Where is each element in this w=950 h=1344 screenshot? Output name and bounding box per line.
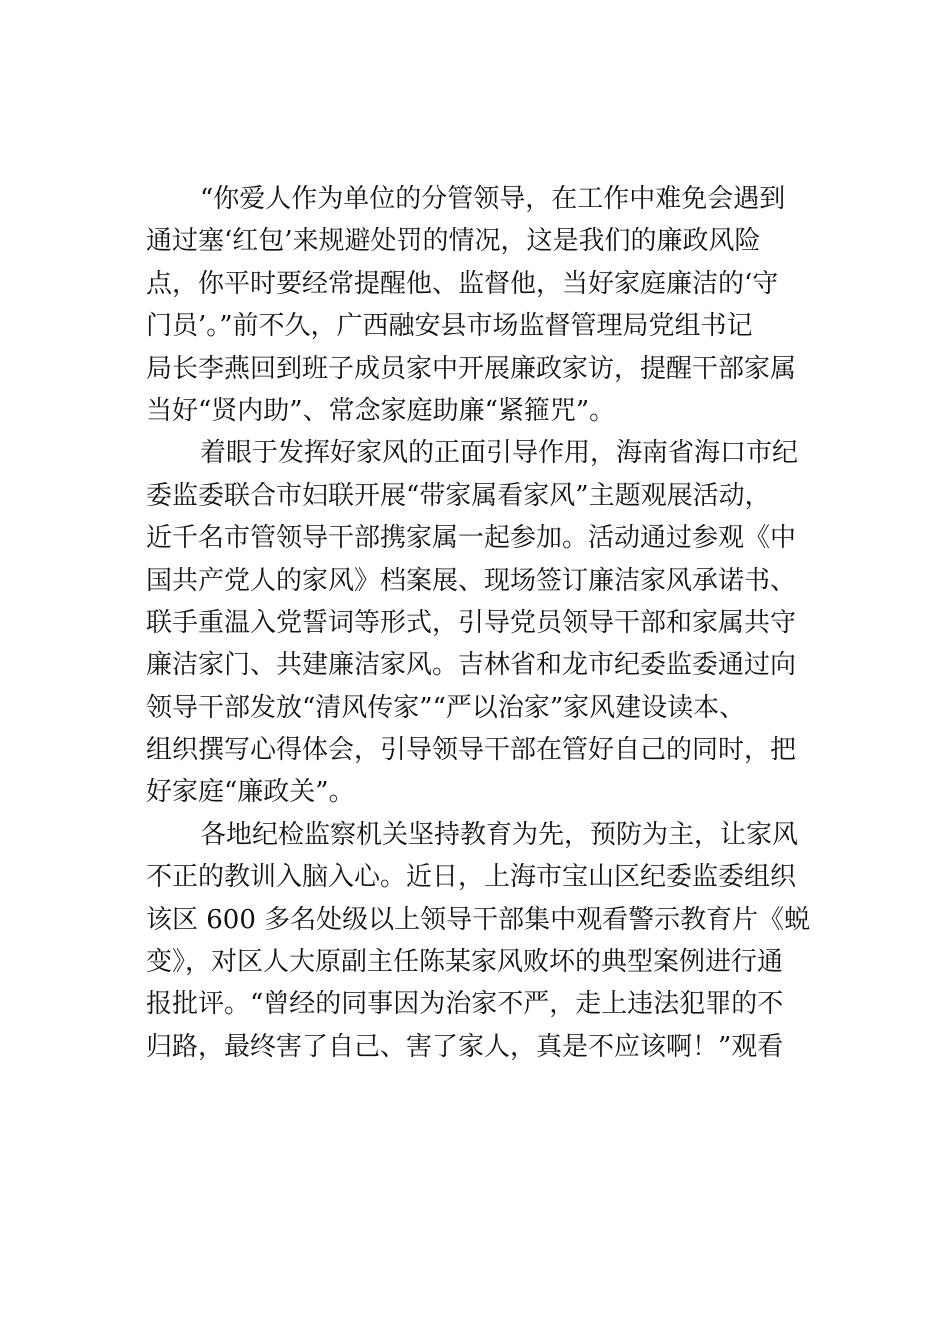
text-line: 领导干部发放“清风传家”“严以治家”家风建设读本、 [146, 692, 746, 723]
text-line: 局长李燕回到班子成员家中开展廉政家访，提醒干部家属 [146, 353, 797, 384]
text-line: 不正的教训入脑入心。近日，上海市宝山区纪委监委组织 [146, 862, 797, 893]
text-line: 委监委联合市妇联开展“带家属看家风”主题观展活动， [146, 480, 771, 511]
paragraph-3 [146, 814, 811, 1068]
text-line: 当好“贤内助”、常念家庭助廉“紧箍咒”。 [146, 395, 616, 426]
text-line: 好家庭“廉政关”。 [146, 777, 355, 808]
text-line: 变》，对区人大原副主任陈某家风败坏的典型案例进行通 [146, 947, 784, 978]
text-line: 联手重温入党誓词等形式，引导党员领导干部和家属共守 [146, 607, 797, 638]
text-line: 国共产党人的家风》档案展、现场签订廉洁家风承诺书、 [146, 565, 797, 596]
text-line: 廉洁家门、共建廉洁家风。吉林省和龙市纪委监委通过向 [146, 650, 797, 681]
text-line: 报批评。“曾经的同事因为治家不严，走上违法犯罪的不 [146, 989, 784, 1020]
text-line: 门员’。”前不久，广西融安县市场监督管理局党组书记 [146, 311, 753, 342]
text-line: 各地纪检监察机关坚持教育为先，预防为主，让家风 [200, 819, 799, 850]
text-line: 通过塞‘红包’来规避处罚的情况，这是我们的廉政风险 [146, 226, 761, 257]
text-line: 着眼于发挥好家风的正面引导作用，海南省海口市纪 [200, 438, 799, 469]
text-line: “你爱人作为单位的分管领导，在工作中难免会遇到 [200, 184, 786, 214]
paragraph-1 [146, 178, 811, 432]
paragraph-2 [146, 432, 811, 814]
text-line: 组织撰写心得体会，引导领导干部在管好自己的同时，把 [146, 735, 797, 766]
text-line: 归路，最终害了自己、害了家人，真是不应该啊！”观看 [146, 1031, 784, 1062]
body-text [146, 178, 811, 1068]
text-line: 近千名市管领导干部携家属一起参加。活动通过参观《中 [146, 523, 797, 554]
text-line: 点，你平时要经常提醒他、监督他，当好家庭廉洁的‘守 [146, 268, 779, 299]
text-line: 该区 600 多名处级以上领导干部集中观看警示教育片《蜕 [146, 904, 811, 935]
